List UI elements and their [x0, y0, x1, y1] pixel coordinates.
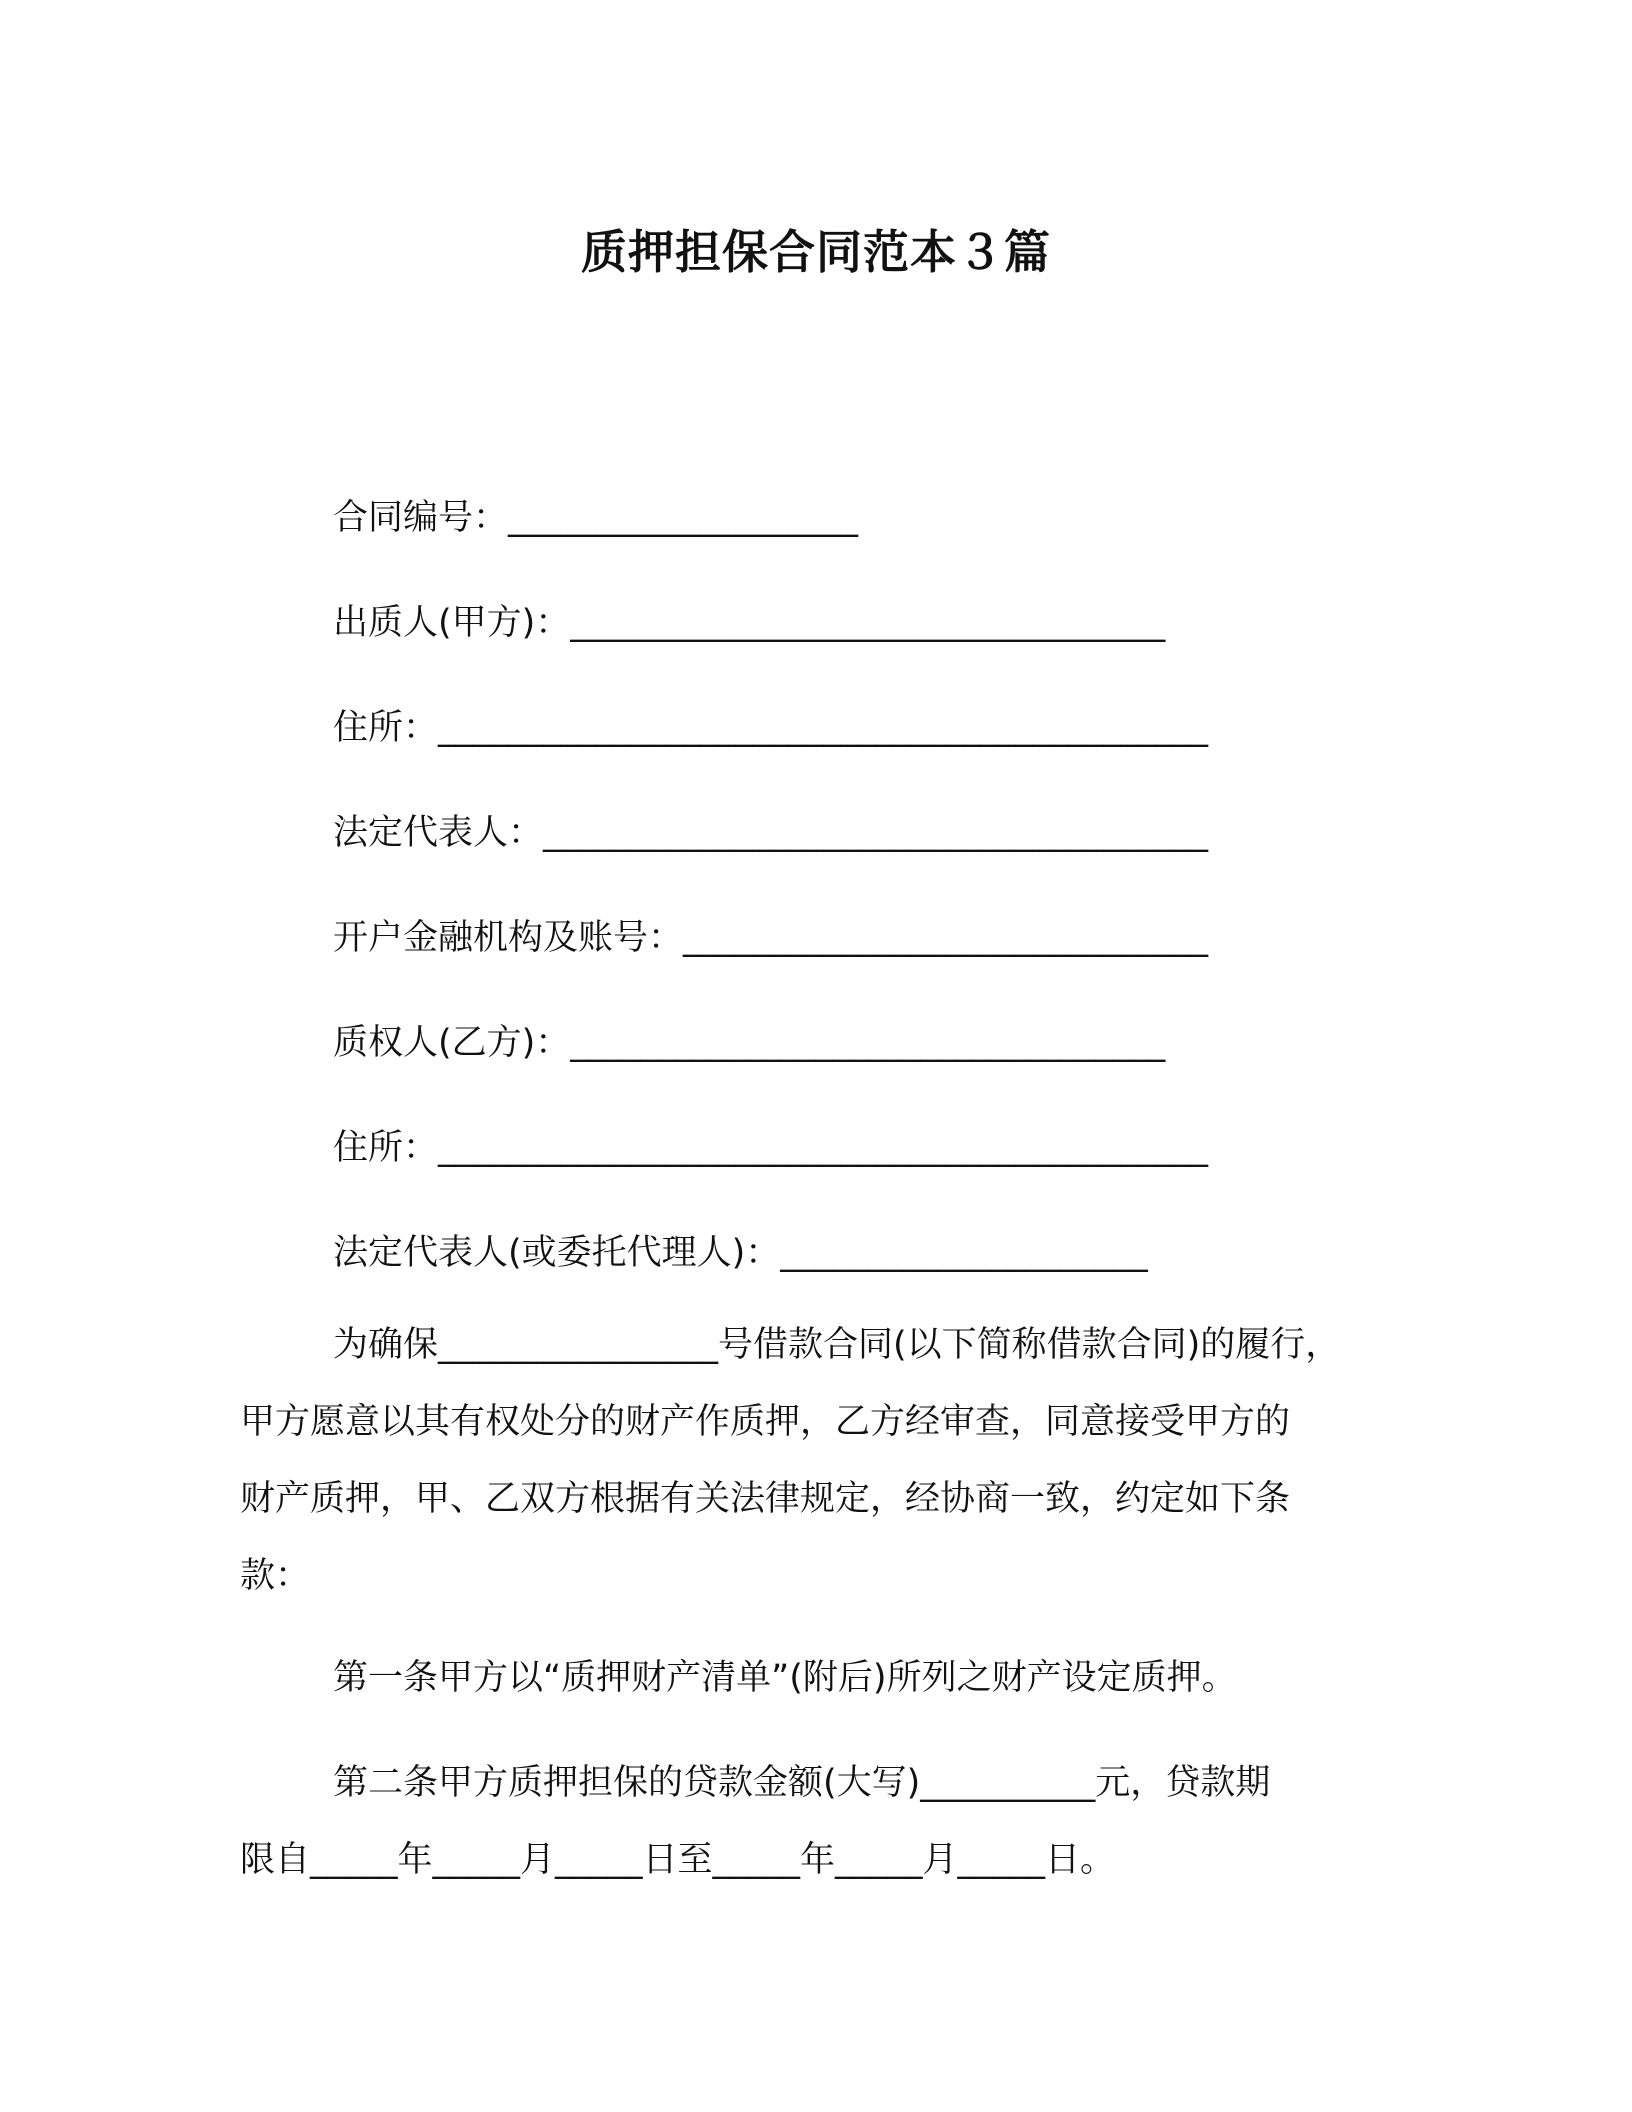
- preamble-line-1: 为确保________________号借款合同(以下简称借款合同)的履行，: [333, 1325, 1341, 1365]
- preamble-line-4: 款：: [240, 1556, 311, 1596]
- field-pledgee-legal-rep: 法定代表人(或委托代理人)：_____________________: [333, 1233, 1148, 1273]
- field-bank-account: 开户金融机构及账号：______________________________: [333, 918, 1209, 958]
- preamble-line-2: 甲方愿意以其有权处分的财产作质押，乙方经审查，同意接受甲方的: [240, 1402, 1291, 1442]
- article-1: 第一条甲方以“质押财产清单”(附后)所列之财产设定质押。: [333, 1658, 1237, 1698]
- field-contract-number: 合同编号：____________________: [333, 498, 859, 538]
- field-pledgor: 出质人(甲方)：__________________________________: [333, 603, 1166, 643]
- field-pledgor-legal-rep: 法定代表人：______________________________________: [333, 813, 1209, 853]
- field-pledgee-address: 住所：____________________________________________: [333, 1128, 1209, 1168]
- field-pledgor-address: 住所：____________________________________________: [333, 708, 1209, 748]
- article-2-line-1: 第二条甲方质押担保的贷款金额(大写)__________元，贷款期: [333, 1763, 1271, 1803]
- document-title: 质押担保合同范本３篇: [581, 225, 1051, 279]
- field-pledgee: 质权人(乙方)：__________________________________: [333, 1023, 1166, 1063]
- article-2-line-2: 限自_____年_____月_____日至_____年_____月_____日。: [240, 1840, 1116, 1880]
- preamble-line-3: 财产质押，甲、乙双方根据有关法律规定，经协商一致，约定如下条: [240, 1479, 1291, 1519]
